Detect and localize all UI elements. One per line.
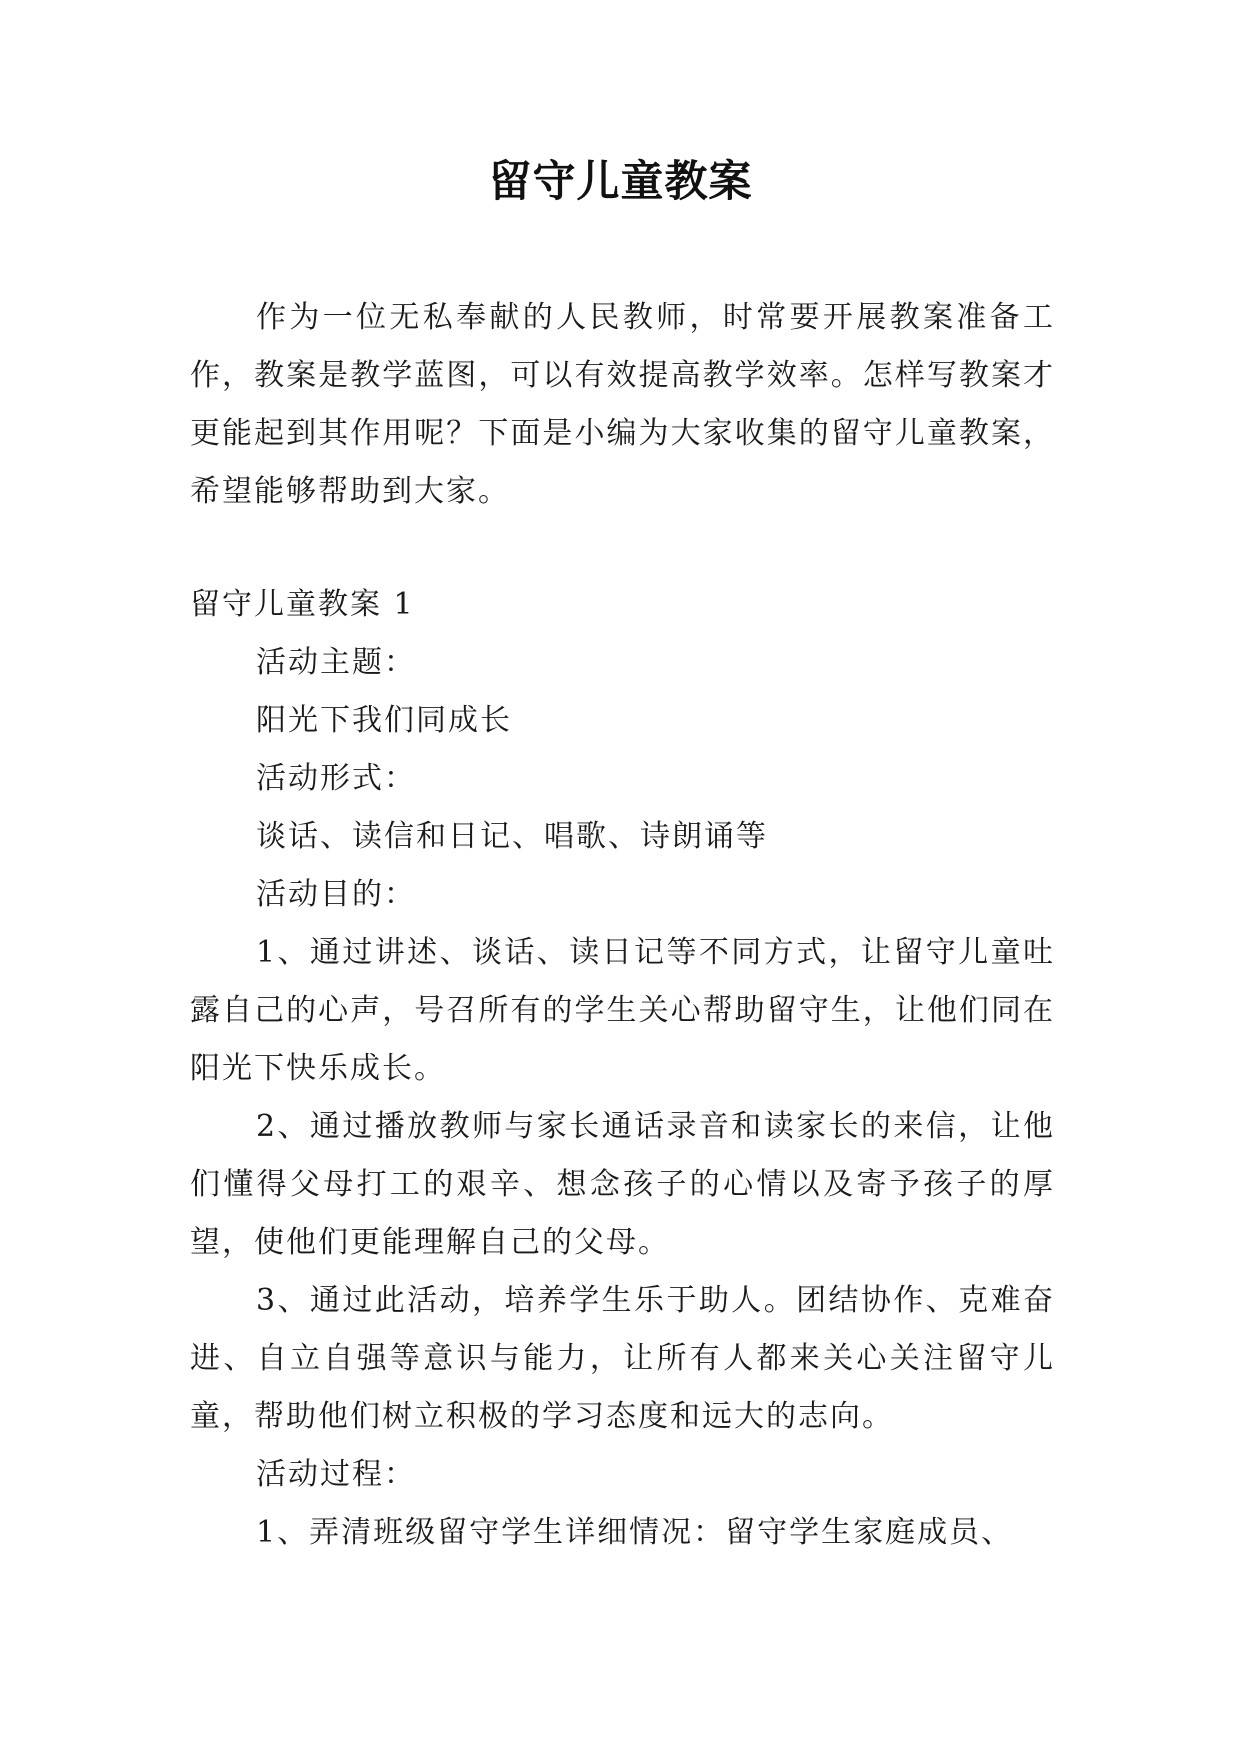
paragraph-activity-form-label: 活动形式： xyxy=(256,761,416,796)
intro-paragraph: 作为一位无私奉献的人民教师，时常要开展教案准备工作，教案是教学蓝图，可以有效提高教学效率。怎样写教案才更能起到其作用呢？下面是小编为大家收集的留守儿童教案，希望能够帮助到大家。 xyxy=(190,300,1055,509)
paragraph-activity-theme-label: 活动主题： xyxy=(256,645,416,680)
paragraph-goal-2: 2、通过播放教师与家长通话录音和读家长的来信，让他们懂得父母打工的艰辛、想念孩子的心情以及寄予孩子的厚望，使他们更能理解自己的父母。 xyxy=(190,1109,1055,1260)
document-title: 留守儿童教案 xyxy=(488,157,753,207)
document-content xyxy=(190,576,1055,1562)
paragraph-activity-theme: 阳光下我们同成长 xyxy=(256,703,512,738)
paragraph-goal-3: 3、通过此活动，培养学生乐于助人。团结协作、克难奋进、自立自强等意识与能力，让所有人都来关心关注留守儿童，帮助他们树立积极的学习态度和远大的志向。 xyxy=(190,1283,1055,1434)
paragraph-process-1: 1、弄清班级留守学生详细情况：留守学生家庭成员、 xyxy=(256,1515,1014,1550)
paragraph-activity-process-label: 活动过程： xyxy=(256,1457,416,1492)
section-heading: 留守儿童教案 1 xyxy=(190,587,415,622)
paragraph-activity-form: 谈话、读信和日记、唱歌、诗朗诵等 xyxy=(256,819,768,854)
paragraph-activity-goal-label: 活动目的： xyxy=(256,877,416,912)
paragraph-goal-1: 1、通过讲述、谈话、读日记等不同方式，让留守儿童吐露自己的心声，号召所有的学生关心帮助留守生，让他们同在阳光下快乐成长。 xyxy=(190,935,1055,1086)
